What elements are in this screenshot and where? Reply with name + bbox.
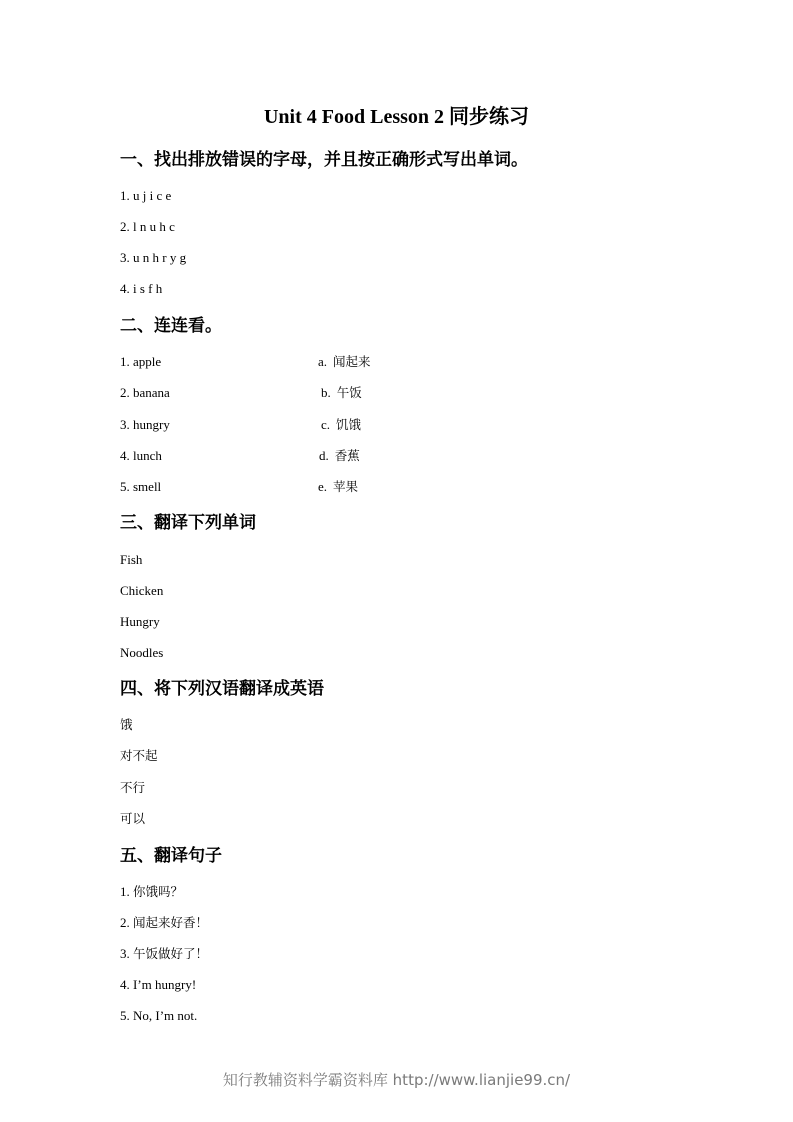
section-1-item-3: 3. u n h r y g	[120, 250, 187, 265]
section-4-heading: 四、将下列汉语翻译成英语	[120, 679, 324, 699]
section-5-item-1	[120, 884, 183, 900]
match-left-1: 1. apple	[120, 354, 162, 369]
section-1-item-4: 4. i s f h	[120, 281, 163, 296]
match-right-text: 香蕉	[334, 448, 360, 463]
page-title: Unit 4 Food Lesson 2 同步练习	[263, 106, 530, 128]
section-4-item-3: 不行	[120, 780, 146, 795]
match-right-letter: d.	[319, 448, 329, 463]
section-5-item-2	[120, 915, 208, 931]
match-left-2: 2. banana	[120, 385, 170, 400]
match-right-text: 闻起来	[333, 354, 371, 369]
section-5-item-5: 5. No, I’m not.	[120, 1008, 198, 1023]
match-right-letter: b.	[321, 385, 331, 400]
section-5-heading: 五、翻译句子	[120, 846, 222, 866]
sentence-number: 2.	[120, 915, 130, 930]
section-1-item-1: 1. u j i c e	[120, 188, 172, 203]
match-right-a	[318, 354, 371, 370]
match-right-c	[321, 417, 361, 433]
sentence-number: 1.	[120, 884, 130, 899]
section-4-item-2: 对不起	[120, 748, 158, 763]
match-right-letter: c.	[321, 417, 331, 432]
sentence-text: 闻起来好香！	[133, 915, 209, 930]
sentence-number: 3.	[120, 946, 130, 961]
match-right-letter: a.	[318, 354, 328, 369]
match-left-4: 4. lunch	[120, 448, 162, 463]
match-right-d	[319, 448, 360, 464]
section-3-item-1: Fish	[120, 552, 143, 567]
section-2-heading: 二、连连看。	[120, 316, 222, 336]
footer-watermark: 知行教辅资料学霸资料库 http://www.lianjie99.cn/	[222, 1071, 571, 1089]
section-4-item-4: 可以	[120, 811, 146, 826]
section-3-item-2: Chicken	[120, 583, 164, 598]
section-1-item-2: 2. l n u h c	[120, 219, 175, 234]
match-right-e	[318, 479, 358, 495]
section-3-item-3: Hungry	[120, 614, 160, 629]
match-left-5: 5. smell	[120, 479, 162, 494]
match-right-letter: e.	[318, 479, 328, 494]
sentence-text: 午饭做好了！	[133, 946, 209, 961]
match-left-3: 3. hungry	[120, 417, 170, 432]
match-right-text: 饥饿	[336, 417, 362, 432]
section-5-item-3	[120, 946, 208, 962]
match-right-b	[321, 385, 362, 401]
section-3-item-4: Noodles	[120, 645, 164, 660]
section-1-heading: 一、找出排放错误的字母，并且按正确形式写出单词。	[120, 150, 528, 170]
section-4-item-1: 饿	[120, 717, 133, 732]
match-right-text: 苹果	[333, 479, 359, 494]
match-right-text: 午饭	[336, 385, 362, 400]
sentence-text: 你饿吗？	[133, 884, 184, 899]
section-5-item-4: 4. I’m hungry!	[120, 977, 197, 992]
section-3-heading: 三、翻译下列单词	[120, 513, 256, 533]
